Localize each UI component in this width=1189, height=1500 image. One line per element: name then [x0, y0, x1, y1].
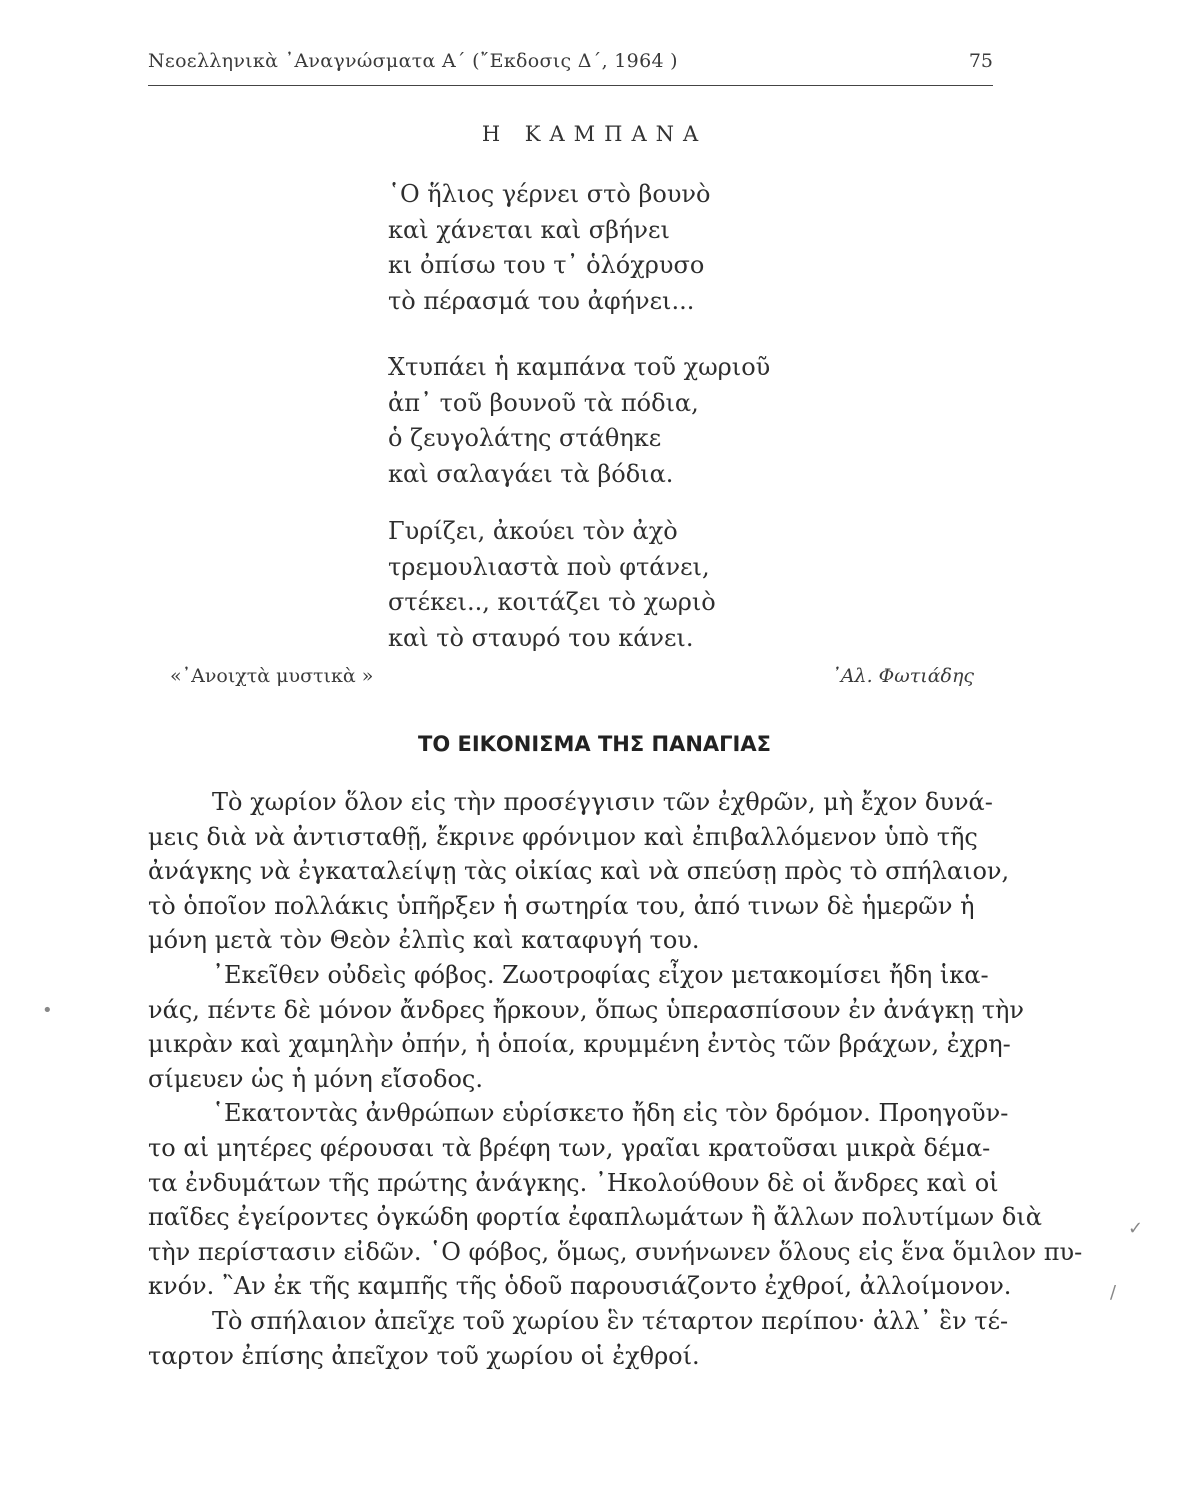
header-rule [148, 85, 993, 86]
prose-line: ᾿Εκεῖθεν οὐδεὶς φόβος. Ζωοτροφίας εἶχον μετακομίσει ἤδη ἱκα- [212, 960, 989, 989]
poem-line: καὶ χάνεται καὶ σβήνει [388, 215, 670, 244]
prose-line: μόνη μετὰ τὸν Θεὸν ἐλπὶς καὶ καταφυγή του. [148, 926, 700, 955]
prose-body [148, 785, 1083, 1373]
running-header [148, 50, 993, 80]
margin-dot-mark: • [42, 1000, 53, 1021]
prose-line: το αἱ μητέρες φέρουσαι τὰ βρέφη των, γραῖαι κρατοῦσαι μικρὰ δέμα- [148, 1133, 991, 1162]
poem-line: καὶ σαλαγάει τὰ βόδια. [388, 459, 674, 488]
poem-source: «᾿Ανοιχτὰ μυστικὰ » [170, 665, 374, 687]
poem-line: τὸ πέρασμά του ἀφήνει... [388, 286, 695, 315]
prose-line: ἀνάγκης νὰ ἐγκαταλείψῃ τὰς οἰκίας καὶ νὰ σπεύσῃ πρὸς τὸ σπήλαιον, [148, 857, 1010, 886]
poem-line: κι ὀπίσω του τ᾿ ὁλόχρυσο [388, 251, 705, 279]
margin-tick-mark: ✓ [1128, 1218, 1144, 1239]
poem-stanza-1 [388, 177, 710, 319]
poem-stanza-2 [388, 350, 770, 492]
poem-line: ἀπ᾿ τοῦ βουνοῦ τὰ πόδια, [388, 388, 699, 417]
prose-line: σίμευεν ὡς ἡ μόνη εἴσοδος. [148, 1064, 484, 1093]
poem-line: ῾Ο ἥλιος γέρνει στὸ βουνὸ [388, 180, 711, 208]
prose-line: κνόν. ῍Αν ἐκ τῆς καμπῆς τῆς ὁδοῦ παρουσιάζοντο ἐχθροί, ἀλλοίμονον. [148, 1272, 1012, 1301]
poem-line: ὁ ζευγολάτης στάθηκε [388, 424, 662, 452]
poem-title: Η ΚΑΜΠΑΝΑ [481, 122, 708, 146]
prose-line: μικρὰν καὶ χαμηλὴν ὀπήν, ἡ ὁποία, κρυμμένη ἐντὸς τῶν βράχων, ἐχρη- [148, 1030, 1011, 1059]
poem-author: ᾿Αλ. Φωτιάδης [831, 665, 974, 687]
margin-slash-mark: / [1110, 1282, 1117, 1303]
prose-line: νάς, πέντε δὲ μόνον ἄνδρες ἤρκουν, ὅπως ὑπερασπίσουν ἐν ἀνάγκῃ τὴν [148, 995, 1025, 1024]
prose-line: Τὸ χωρίον ὅλον εἰς τὴν προσέγγισιν τῶν ἐχθρῶν, μὴ ἔχον δυνά- [212, 788, 993, 816]
prose-line: μεις διὰ νὰ ἀντισταθῇ, ἔκρινε φρόνιμον καὶ ἐπιβαλλόμενον ὑπὸ τῆς [148, 822, 978, 851]
prose-line: παῖδες ἐγείροντες ὀγκώδη φορτία ἐφαπλωμάτων ἢ ἄλλων πολυτίμων διὰ [148, 1203, 1042, 1232]
poem-line: στέκει.., κοιτάζει τὸ χωριὸ [388, 588, 716, 616]
prose-line: Τὸ σπήλαιον ἀπεῖχε τοῦ χωρίου ἓν τέταρτον περίπου· ἀλλ᾿ ἓν τέ- [212, 1306, 1009, 1335]
poem-line: καὶ τὸ σταυρό του κάνει. [388, 623, 694, 652]
poem-stanza-3 [388, 514, 716, 656]
prose-line: ταρτον ἐπίσης ἀπεῖχον τοῦ χωρίου οἱ ἐχθροί. [148, 1341, 700, 1370]
poem-line: Γυρίζει, ἀκούει τὸν ἀχὸ [388, 517, 678, 545]
prose-title: ΤΟ ΕΙΚΟΝΙΣΜΑ ΤΗΣ ΠΑΝΑΓΙΑΣ [418, 732, 771, 756]
prose-line: τα ἐνδυμάτων τῆς πρώτης ἀνάγκης. ᾿Ηκολούθουν δὲ οἱ ἄνδρες καὶ οἱ [148, 1168, 999, 1197]
running-header-title: Νεοελληνικὰ ᾿Αναγνώσματα Α΄ (῎Εκδοσις Δ΄, 1964 ) [148, 50, 678, 72]
page-number: 75 [968, 50, 993, 72]
prose-line: τὸ ὁποῖον πολλάκις ὑπῆρξεν ἡ σωτηρία του, ἀπό τινων δὲ ἡμερῶν ἡ [148, 891, 975, 920]
prose-line: τὴν περίστασιν εἰδῶν. ῾Ο φόβος, ὅμως, συνήνωνεν ὅλους εἰς ἕνα ὅμιλον πυ- [148, 1237, 1083, 1266]
poem-line: τρεμουλιαστὰ ποὺ φτάνει, [388, 552, 710, 581]
prose-line: ῾Εκατοντὰς ἀνθρώπων εὑρίσκετο ἤδη εἰς τὸν δρόμον. Προηγοῦν- [212, 1099, 1009, 1128]
poem-line: Χτυπάει ἡ καμπάνα τοῦ χωριοῦ [388, 353, 771, 381]
